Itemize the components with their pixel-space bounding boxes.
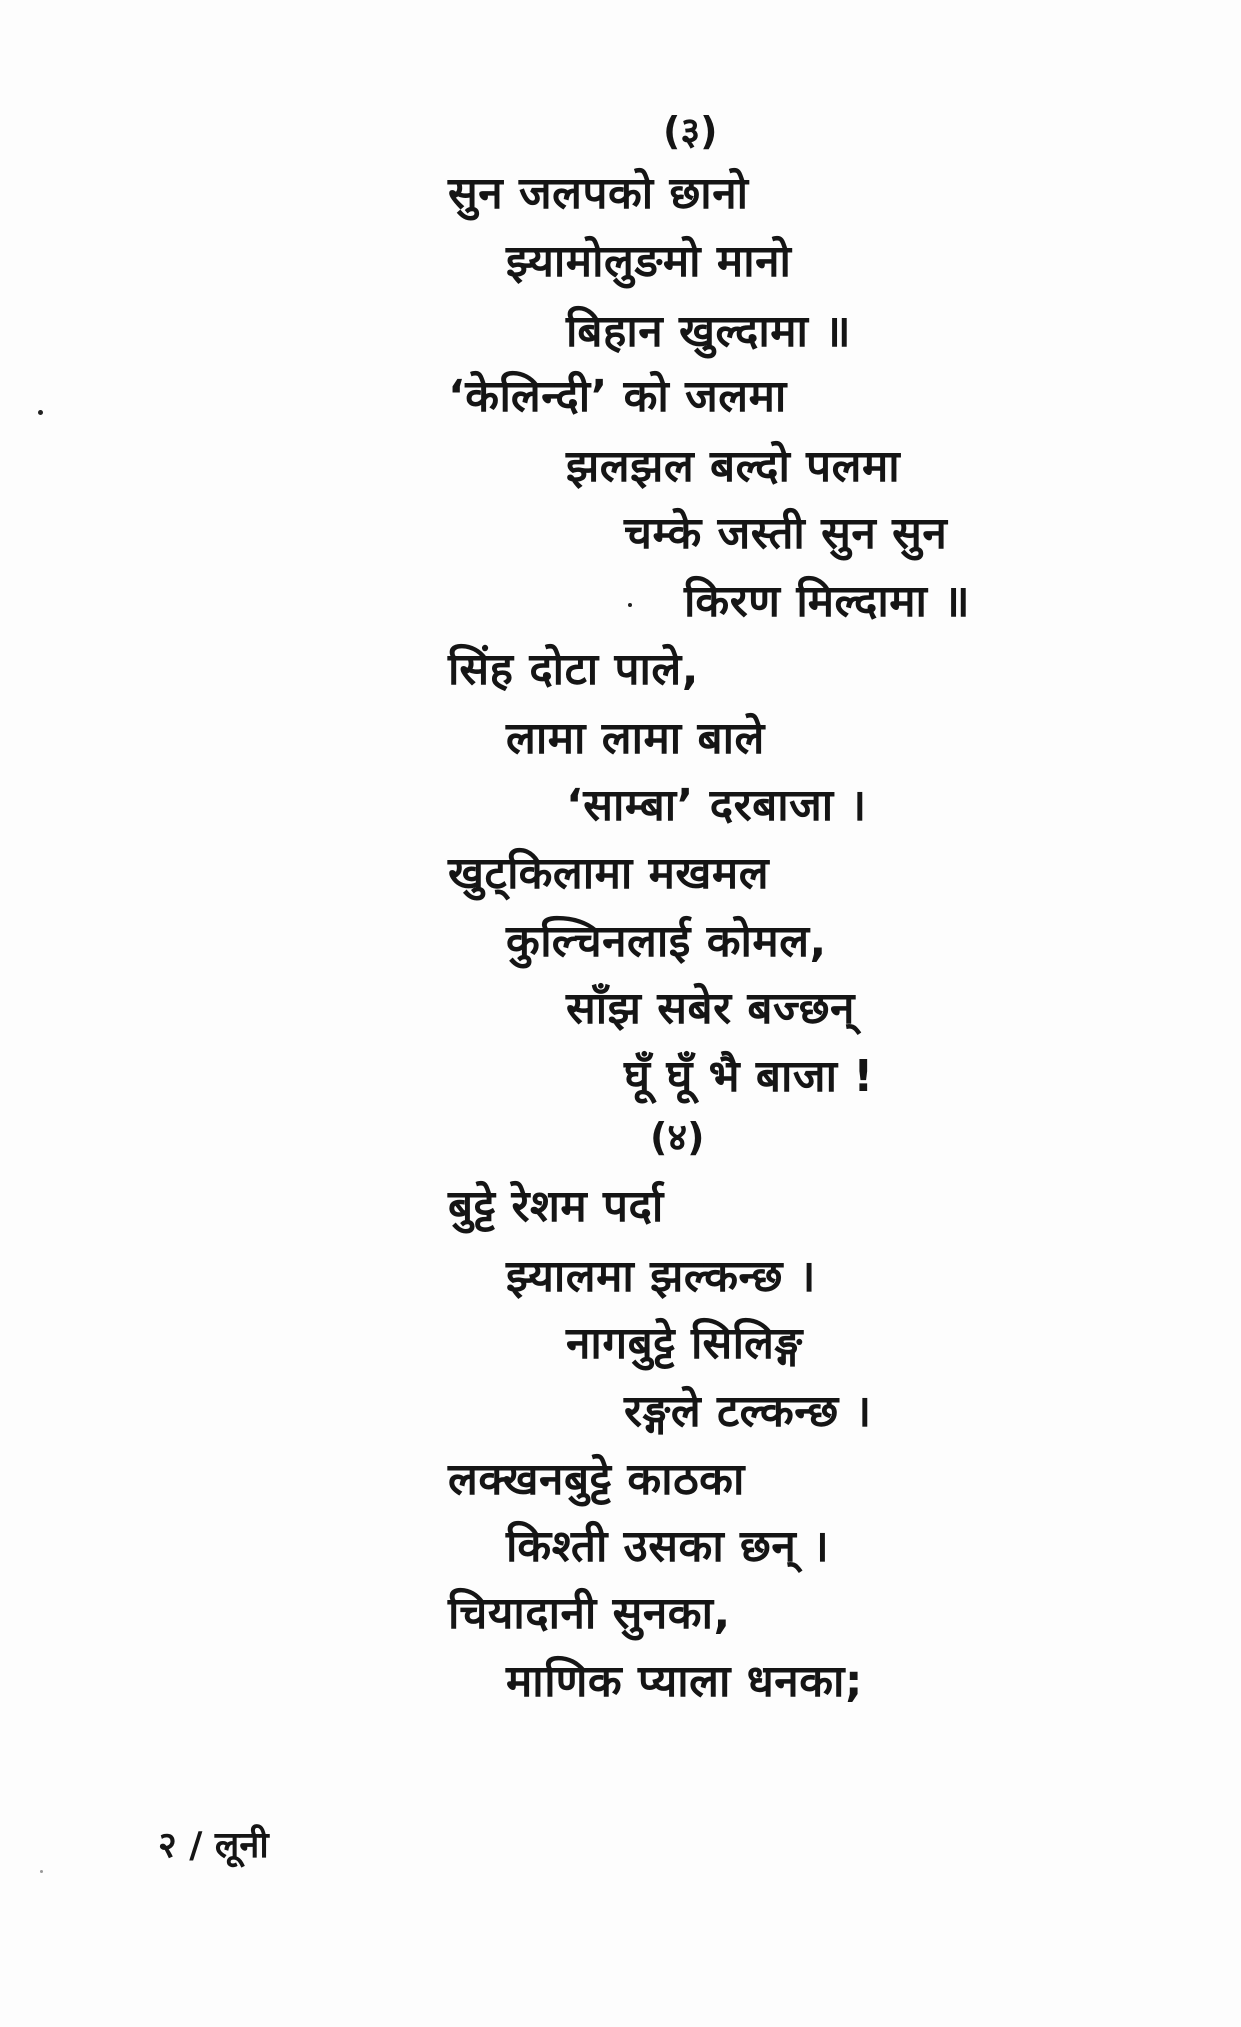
verse-line: साँझ सबेर बज्छन्	[566, 983, 855, 1034]
verse-line: झ्यामोलुङमो मानो	[506, 236, 792, 287]
scan-speck	[38, 410, 43, 415]
verse-line: ‘केलिन्दी’ को जलमा	[448, 371, 787, 422]
section-number-3: (३)	[663, 109, 718, 153]
verse-line: लक्खनबुट्टे काठका	[448, 1454, 745, 1505]
verse-line: लामा लामा बाले	[506, 713, 765, 764]
verse-line: ‘साम्बा’ दरबाजा ।	[566, 780, 867, 831]
verse-line: चियादानी सुनका,	[448, 1588, 731, 1639]
verse-line: नागबुट्टे सिलिङ्ग	[566, 1318, 803, 1369]
scan-speck	[40, 1870, 43, 1873]
verse-line: सिंह दोटा पाले,	[448, 644, 699, 695]
verse-line: बिहान खुल्दामा ॥	[566, 306, 852, 357]
page-footer: २ / लूनी	[158, 1825, 269, 1866]
verse-line: खुट्किलामा मखमल	[448, 848, 770, 899]
scan-speck	[628, 603, 632, 607]
verse-line: किरण मिल्दामा ॥	[684, 576, 971, 627]
verse-line: रङ्गले टल्कन्छ ।	[624, 1386, 872, 1437]
verse-line: चम्के जस्ती सुन सुन	[624, 508, 948, 559]
verse-line: झलझल बल्दो पलमा	[566, 441, 901, 492]
verse-line: घूँ घूँ भै बाजा !	[624, 1051, 874, 1102]
section-number-4: (४)	[650, 1115, 705, 1159]
verse-line: झ्यालमा झल्कन्छ ।	[506, 1251, 816, 1302]
verse-line: किश्ती उसका छन् ।	[506, 1521, 830, 1572]
verse-line: बुट्टे रेशम पर्दा	[448, 1181, 664, 1232]
verse-line: सुन जलपको छानो	[448, 168, 749, 219]
verse-line: माणिक प्याला धनका;	[506, 1656, 863, 1707]
verse-line: कुल्चिनलाई कोमल,	[506, 916, 827, 967]
